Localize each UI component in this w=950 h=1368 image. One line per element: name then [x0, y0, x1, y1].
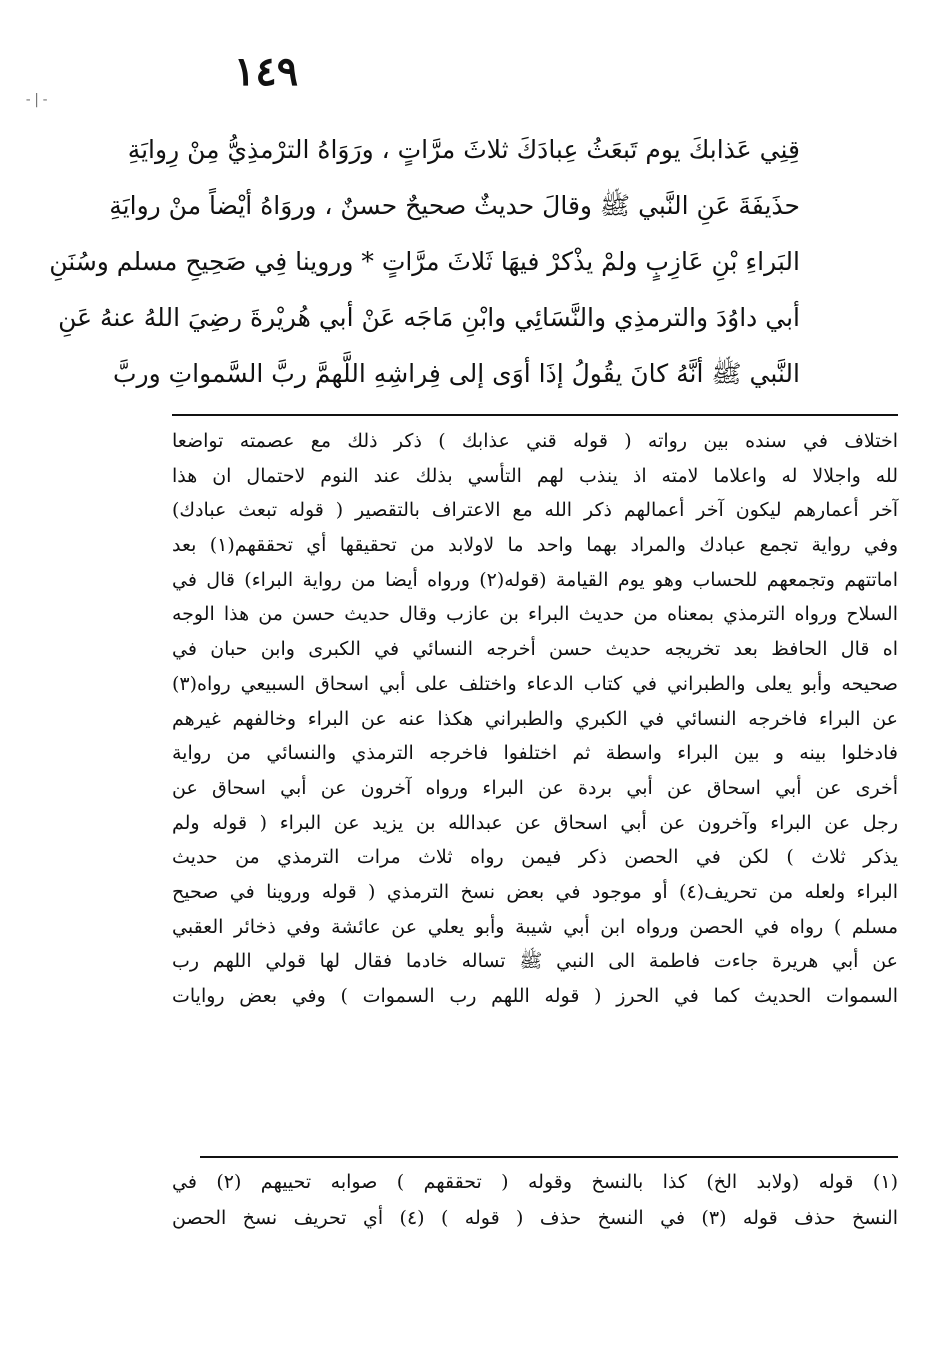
- page-number: ١٤٩: [233, 48, 299, 95]
- commentary-block: [172, 424, 898, 1014]
- main-text-line: البَراءِ بْنِ عَازِبٍ ولمْ يذْكرْ فيهَا ثَلاثَ مرَّاتٍ * وروينا فِي صَحِيحِ مسلم وسُنَنِ: [49, 247, 800, 276]
- commentary-line: مسلم ) رواه في الحصن ورواه ابن أبي شيبة وأبو يعلي عن عائشة وفي ذخائر العقبي: [172, 915, 898, 938]
- commentary-line: السموات الحديث كما في الحرز ( قوله اللهم رب السموات ) وفي بعض روايات: [172, 985, 898, 1007]
- commentary-line: صحيحه وأبو يعلى والطبراني في كتاب الدعاء واختلف على أبي اسحاق السبيعي رواه(٣): [172, 672, 898, 695]
- commentary-line: اماتتهم وتجمعهم للحساب وهو يوم القيامة (قوله(٢) ورواه أيضا من رواية البراء) قال في: [172, 568, 898, 591]
- commentary-line: وفي رواية تجمع عبادك والمراد بهما واحد ما لاولابد من تحقيقها أي تحققهم(١) بعد: [172, 534, 898, 557]
- main-text-line: أبي داوُدَ والترمذِي والنَّسَائِي وابْنِ مَاجَه عَنْ أبي هُريْرةَ رضِيَ اللهُ عنهُ عَنِ: [58, 303, 800, 332]
- commentary-line: اه قال الحافظ بعد تخريجه حديث حسن أخرجه النسائي في الكبرى وابن حبان في: [172, 638, 898, 661]
- commentary-line: فادخلوا بينه و بين البراء واسطة ثم اختلفوا فاخرجه الترمذي والنسائي من رواية: [172, 742, 898, 765]
- main-commentary-divider: [172, 414, 898, 416]
- commentary-line: البراء ولعله من تحريف(٤) أو موجود في بعض نسخ الترمذي ( قوله وروينا في صحيح: [172, 880, 898, 903]
- main-text-line: قِنِي عَذابكَ يوم تَبعَثُ عِبادَكَ ثلاثَ مرَّاتٍ ، ورَوَاهُ الترْمذِيُّ مِنْ رِوايَةِ: [127, 135, 800, 164]
- commentary-line: السلاح ورواه الترمذي بمعناه من حديث البراء بن عازب وقال حديث حسن من هذا الوجه: [172, 603, 898, 626]
- commentary-line: أخرى عن أبي اسحاق عن أبي بردة عن البراء ورواه آخرون عن أبي اسحاق عن: [172, 776, 898, 799]
- footnote-divider: [200, 1156, 898, 1158]
- commentary-line: آخر أعمارهم ليكون آخر أعمالهم ذكر الله مع الاعتراف بالتقصير ( قوله تبعث عبادك): [172, 499, 898, 522]
- main-text-line: النَّبي ﷺ أنَّهُ كانَ يقُولُ إذَا أوَى إلى فِراشِهِ اللَّهمَّ ربَّ السَّمواتِ وربَّ: [113, 359, 800, 388]
- commentary-line: يذكر ثلاث ) لكن في الحصن ذكر فيمن رواه ثلاث مرات الترمذي من حديث: [172, 846, 898, 869]
- main-text-line: حذَيفَةَ عَنِ النَّبي ﷺ وقالَ حديثٌ صحيحٌ حسنٌ ، وروَاهُ أيْضاً منْ روايَةِ: [109, 191, 800, 220]
- commentary-line: رجل عن البراء وآخرون عن أبي اسحاق عن عبدالله بن يزيد عن البراء ( قوله ولم: [172, 811, 898, 834]
- footnote-line: النسخ حذف قوله (٣) في النسخ حذف ( قوله ) (٤) أي تحريف نسخ الحصن: [172, 1207, 898, 1229]
- commentary-line: اختلاف في سنده بين رواته ( قوله قني عذابك ) ذكر ذلك مع عصمته تواضعا: [172, 430, 898, 452]
- footnote-line: (١) قوله (ولابد الخ) كذا بالنسخ وقوله ( تحققهم ) صوابه تحييهم (٢) في: [172, 1171, 898, 1193]
- commentary-line: عن أبي هريرة جاءت فاطمة الى النبي ﷺ تساله خادما فقال لها قولي اللهم رب: [172, 950, 898, 973]
- main-text-block: [49, 122, 800, 402]
- footnotes-block: [172, 1164, 898, 1236]
- commentary-line: لله واجلالا له واعلاما لامته اذ ينذب لهم التأسي بذلك عند النوم لاحتمال ان هذا: [172, 464, 898, 487]
- margin-mark: -|-: [24, 92, 50, 108]
- commentary-line: عن البراء فاخرجه النسائي في الكبري والطبراني هكذا عنه عن البراء وخالفهم غيرهم: [172, 707, 898, 730]
